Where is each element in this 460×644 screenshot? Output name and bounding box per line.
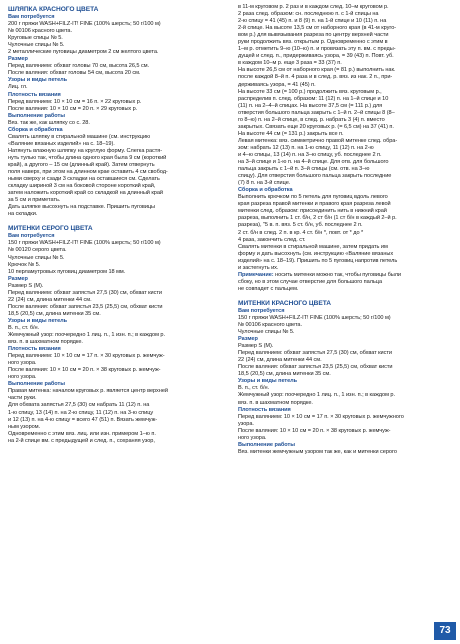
hat-materials-heading: Вам потребуется (8, 14, 55, 20)
text-line: 200 г пряжи WASH+FILZ-IT! FINE (100% шерсть; 50 г/100 м) (8, 21, 161, 28)
section-gap (8, 218, 224, 223)
text-line: ного узора. (8, 360, 37, 367)
text-line: отверстия большого пальца закрыть с 1–й п. 2–й спицы 8 (8– (238, 109, 395, 116)
text-line: вом р.) для вывязывания разреза по центру верхней части (238, 32, 389, 39)
grey-work-heading: Выполнение работы (8, 381, 65, 388)
text-line: Выполнить крючком по 5 петель для пуговиц вдоль левого (238, 194, 388, 201)
text-line: распределив п. след. образом: 11 (12) п. на 1–й спице и 10 (238, 95, 389, 102)
text-line: Лиц. гл. (8, 84, 28, 91)
text-line: на 3–й спице и 1-ю п. на 4–й спице. Для отв. для большого (238, 159, 389, 166)
hat-size-heading: Размер (8, 56, 28, 63)
text-line: После валяния: 10 × 10 см = 20 п. × 38 круговых р. жемчуж- (8, 367, 161, 374)
text-line: ным узором. (8, 423, 40, 430)
text-line: Свалять шляпку в стиральной машине (см. инструкцию (8, 133, 151, 140)
text-line: 2-й спице. На высоте 13,5 см от наборного края (в 41-м круго- (238, 25, 397, 32)
text-line: на складки. (8, 211, 38, 218)
text-line: край), а другого – 15 см (длинный край). Затем отвернуть (8, 161, 155, 168)
text-line: разреза), "5 в. п. вяз. 5 ст. б/н, уб. последнее 2 п. (238, 222, 363, 229)
text-line: № 00106 красного цвета. (238, 322, 302, 329)
note-paragraph (238, 272, 452, 279)
text-line: дущей и след. п., придерживаясь узора, = 39 (43) п. Повт. уб. (238, 53, 394, 60)
text-line: митенки след. образом: присоединить нить в нижний край (238, 208, 387, 215)
text-line: № 00120 серого цвета. (8, 247, 67, 254)
text-line: 150 г пряжи WASH+FILZ-IT! FINE (100% шерсть; 50 г/100 м) (238, 314, 391, 321)
text-line: и 4–ю спицы, 13 (14) п. на 3–ю спицу, уб. последнее 2 п. (238, 151, 382, 158)
grey-assembly-heading: Сборка и обработка (238, 187, 293, 194)
red-size-heading: Размер (238, 336, 258, 343)
text-line: ного узора. (8, 374, 37, 381)
text-line: Перед валянием: 10 × 10 см = 16 п. × 22 круговых р. (8, 98, 142, 105)
text-line: Чулочные спицы № 5. (8, 42, 65, 49)
text-line: части руки. (8, 395, 37, 402)
note-text: носить митенки можно так, чтобы пуговицы были (273, 271, 401, 278)
text-line: в 11-м круговом р. 2 раз и в каждом след. 10–м круговом р. (238, 4, 389, 10)
text-line: Перед валянием: 10 × 10 см = 17 п. × 30 круговых р. жемчужного (238, 413, 404, 420)
text-line: спицу). Для отверстия большого пальца закрыть последние (238, 173, 392, 180)
text-line: Вяз. так же, как шляпку со с. 28. (8, 119, 90, 126)
hat-gauge-heading: Плотность вязания (8, 91, 61, 98)
text-line: Чулочные спицы № 5. (8, 254, 65, 261)
text-line: После валяния: 10 × 10 см = 20 п. × 38 круговых р. жемчуж- (238, 427, 391, 434)
text-line: Размер S (M). (238, 343, 274, 350)
right-column (238, 4, 452, 624)
text-line: ного узора. (238, 434, 267, 441)
text-line: 150 г пряжи WASH+FILZ-IT! FINE (100% шерсть; 50 г/100 м) (8, 240, 161, 247)
text-line: 2 металлические пуговицы диаметром 2 см желтого цвета. (8, 49, 159, 56)
text-line: В. п., ст. б/н. (238, 385, 270, 392)
text-line: После валяния: 10 × 10 см = 20 п. × 29 круговых р. (8, 105, 138, 112)
text-line: 4 раза, закончить след. ст. (238, 236, 306, 243)
text-line: не совпадет с пальцем. (238, 285, 299, 292)
text-line: В. п., ст. б/н. (8, 324, 40, 331)
text-line: Размер S (M). (8, 282, 44, 289)
text-line: после каждой 8–й п. 4 раза и в след. р. вяз. из нак. 2 п., при- (238, 74, 393, 81)
text-line: После валяния: обхват головы 54 см, высота 20 см. (8, 70, 141, 77)
text-line: Одновременно с этим вяз. лиц. или изн. примером 1–ю п. (8, 430, 156, 437)
text-line: ными сверху и сзади 3 складки на оставшиеся см. Сделать (8, 176, 160, 183)
text-line: го 8–ю) п. на 2–й спице, в след. р. набрать 3 (4) п. вместо (238, 116, 385, 123)
text-line: № 00106 красного цвета. (8, 28, 72, 35)
text-line: Перед валянием: обхват головы 70 см, высота 26,5 см. (8, 63, 150, 70)
red-materials-heading: Вам потребуется (238, 307, 285, 314)
text-line: и застегнуть их. (238, 264, 279, 271)
text-line: 10 перламутровых пуговиц диаметром 18 мм. (8, 268, 126, 275)
text-line: руки продолжить вяз. открытым р. Одновременно с этим в (238, 39, 388, 46)
text-line: Перед валянием: обхват запястья 27,5 (30) см, обхват кисти (238, 350, 392, 357)
text-line: 2-ю спицу = 41 (45) п. и 8 (9) п. на 1-й спице и 10 (11) п. на (238, 18, 387, 25)
text-line: На высоте 44 см (= 131 р.) закрыть все п. (238, 130, 344, 137)
text-line: 1-ю спицу, 13 (14) п. на 2-ю спицу, 11 (12) п. на 3-ю спицу (8, 409, 154, 416)
text-line: разреза, выполнить 1 ст. б/н, 2 ст б/н (1 ст б/н в каждый 2–й р. (238, 215, 397, 222)
text-line: Дать шляпке высохнуть на подставке. Пришить пуговицы (8, 204, 156, 211)
text-line: закрытых. Связать еще 20 круговых р. (= 6,5 см) на 37 (41) п. (238, 123, 394, 130)
text-line: и 12 (13) п. на 4-ю спицу = всего 47 (51) п. Вязать жемчуж- (8, 416, 158, 423)
text-line: Перед валянием: обхват запястья 27,5 (30) см, обхват кисти (8, 289, 162, 296)
text-line: Натянуть влажную шляпку на круглую форму. Слегка растя- (8, 147, 163, 154)
text-line: поля наверх, при этом на длинном крае оставить 4 см свобод- (8, 169, 168, 176)
text-line: «Валяние вязаных изделий» на с. 18–19). (8, 140, 115, 147)
text-line: изделий» на с. 18–19). Пришить по 5 пуговиц напротив петель (238, 257, 398, 264)
text-line: 18,5 (20,5) см, длина митенки 35 см. (238, 371, 331, 378)
hat-work-heading: Выполнение работы (8, 112, 65, 119)
text-line: форму и дать высохнуть (см. инструкцию «Валяние вязаных (238, 250, 394, 257)
text-line: в каждом 10–м р. еще 3 раза = 33 (37) п. (238, 60, 342, 67)
hat-patterns-heading: Узоры и виды петель (8, 77, 68, 84)
text-line: на 2-й спице вм. с предыдущей и след. п., сохраняя узор, (8, 437, 155, 444)
text-line: Левая митенка: вяз. симметрично правой митенке след. обра- (238, 137, 398, 144)
text-line: (7) 8 п. на 3-й спице. (238, 180, 291, 187)
text-line: 2 ст. б/н в след. 2 п. в кр. 4 ст. б/н *, повт. от * до * (238, 229, 364, 236)
grey-size-heading: Размер (8, 275, 28, 282)
text-line: Жемчужный узор: поочередно 1 лиц. п., 1 изн. п.; в каждом р. (238, 392, 395, 399)
text-line: 22 (24) см, длина митенки 44 см. (238, 357, 322, 364)
text-line: зом: набрать 12 (13) п. на 1-ю спицу, 11 (12) п. на 2-ю (238, 144, 374, 151)
text-line: Свалять митенки в стиральной машине, затем придать им (238, 243, 388, 250)
text-line: 1–м р. отметить 9–ю (10–ю) п. и провязать эту п. вм. с преды- (238, 46, 396, 53)
text-line: вяз. п. в шахматном порядке. (238, 399, 313, 406)
grey-patterns-heading: Узоры и виды петель (8, 317, 68, 324)
text-line: затем наложить короткий край со складкой на длинный край (8, 190, 163, 197)
text-line: узора. (238, 420, 254, 427)
grey-gauge-heading: Плотность вязания (8, 346, 61, 353)
text-line: 18,5 (20,5) см, длина митенки 35 см. (8, 310, 101, 317)
text-line: Чулочные спицы № 5. (238, 329, 295, 336)
note-heading: Примечание: (238, 271, 274, 278)
red-gauge-heading: Плотность вязания (238, 406, 291, 413)
page-number-badge: 73 (434, 622, 456, 640)
text-line: Жемчужный узор: поочередно 1 лиц. п., 1 изн. п.; в каждом р. (8, 332, 165, 339)
hat-title: ШЛЯПКА КРАСНОГО ЦВЕТА (8, 6, 99, 13)
text-line: складку шириной 3 см на боковой стороне короткий край, (8, 183, 156, 190)
grey-mittens-title: МИТЕНКИ СЕРОГО ЦВЕТА (8, 225, 93, 233)
text-line: нуть тулью так, чтобы длина одного края была 9 см (короткий (8, 154, 167, 161)
text-line: Крючок № 5. (8, 261, 41, 268)
section-gap (238, 293, 452, 298)
text-line: На высоте 26,5 см от наборного края (= 81 р.) выполнить нак. (238, 67, 396, 74)
text-line: 2 раза след. образом: сн. последнюю п. с 1-й спицы на (238, 11, 379, 18)
text-line: вяз. п. в шахматном порядке. (8, 339, 83, 346)
red-mittens-title: МИТЕНКИ КРАСНОГО ЦВЕТА (238, 299, 331, 307)
text-line: края разреза правой митенки и правого края разреза левой (238, 201, 391, 208)
text-line: На высоте 33 см (= 100 р.) продолжить вяз. круговым р., (238, 88, 382, 95)
text-line: (11) п. на 2–4–й спицах. На высоте 37,5 см (= 111 р.) для (238, 102, 383, 109)
text-line: держиваясь узора, = 41 (45) п. (238, 81, 316, 88)
text-line: Правая митенка: началом круговых р. является центр верхней (8, 388, 168, 395)
text-line: за 5 см и приметать. (8, 197, 61, 204)
text-line: 22 (24) см, длина митенки 44 см. (8, 296, 92, 303)
left-column (8, 4, 224, 624)
text-line: После валяния: обхват запястья 23,5 (25,5) см, обхват кисти (238, 364, 393, 371)
text-line: Круговые спицы № 5. (8, 35, 63, 42)
text-line: Для обхвата запястья 27,5 (30) см набрать 11 (12) п. на (8, 402, 150, 409)
text-line: Перед валянием: 10 × 10 см = 17 п. × 30 круговых р. жемчуж- (8, 353, 165, 360)
text-line: После валяния: обхват запястья 23,5 (25,5) см, обхват кисти (8, 303, 163, 310)
grey-materials-heading: Вам потребуется (8, 233, 55, 240)
text-line: сбоку, но в этом случае отверстие для большого пальца (238, 278, 383, 285)
text-line: пальца закрыть с 1–й п. 3–й спицы (см. отв. на 3–ю (238, 166, 370, 173)
red-work-heading: Выполнение работы (238, 441, 295, 448)
red-patterns-heading: Узоры и виды петель (238, 378, 298, 385)
hat-assembly-heading: Сборка и обработка (8, 126, 63, 133)
text-line: Вяз. митенки жемчужным узором так же, как и митенки серого (238, 448, 397, 455)
